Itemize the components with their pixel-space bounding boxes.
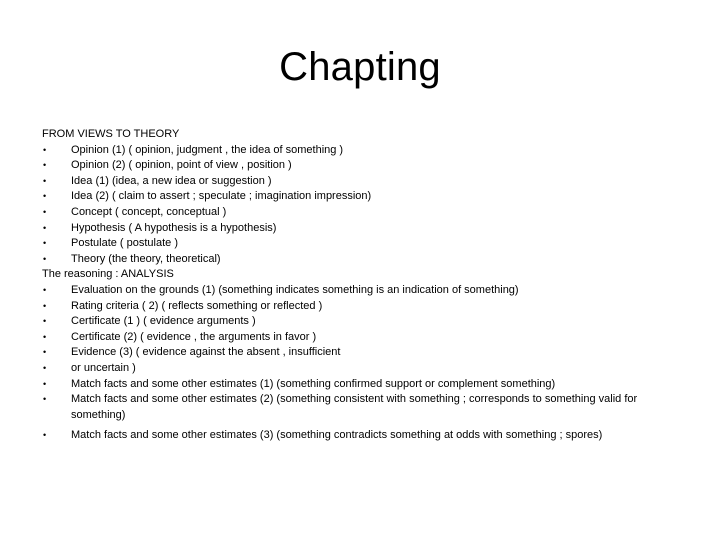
bullet-icon: •	[43, 362, 47, 373]
list-item-text: Opinion (1) ( opinion, judgment , the idea of something )	[71, 143, 344, 156]
list-item-text: Theory (the theory, theoretical)	[71, 252, 221, 265]
bullet-icon: •	[43, 284, 47, 295]
bullet-icon: •	[43, 175, 47, 186]
list-item	[42, 205, 682, 221]
list-item-text: Certificate (2) ( evidence , the arguments in favor )	[71, 330, 317, 343]
bullet-icon: •	[43, 331, 47, 342]
section-heading-analysis: The reasoning : ANALYSIS	[42, 268, 174, 281]
list-item	[42, 377, 682, 393]
list-item	[42, 236, 682, 252]
bullet-icon: •	[43, 378, 47, 389]
list-item	[42, 428, 682, 444]
list-item	[42, 221, 682, 237]
slide-body	[42, 127, 682, 444]
list-item	[42, 174, 682, 190]
list-item	[42, 283, 682, 299]
list-item	[42, 345, 682, 361]
list-item-text: Hypothesis ( A hypothesis is a hypothesis)	[71, 221, 277, 234]
list-item-text: Concept ( concept, conceptual )	[71, 205, 227, 218]
list-item	[42, 158, 682, 174]
bullet-icon: •	[43, 206, 47, 217]
list-item	[42, 330, 682, 346]
list-item	[42, 252, 682, 268]
list-item-text: Match facts and some other estimates (3) (something contradicts something at odds with something ; spores)	[71, 429, 603, 442]
bullet-icon: •	[43, 160, 47, 171]
list-item-text: Idea (2) ( claim to assert ; speculate ; imagination impression)	[71, 190, 372, 203]
bullet-icon: •	[43, 316, 47, 327]
list-item-text: Match facts and some other estimates (1) (something confirmed support or complement something)	[71, 377, 556, 390]
list-item-text: Postulate ( postulate )	[71, 237, 179, 250]
bullet-icon: •	[43, 300, 47, 311]
bullet-icon: •	[43, 430, 47, 441]
list-item	[42, 299, 682, 315]
bullet-icon: •	[43, 191, 47, 202]
list-item	[42, 392, 682, 423]
list-item-text: Idea (1) (idea, a new idea or suggestion )	[71, 174, 272, 187]
section-heading-views-to-theory: FROM VIEWS TO THEORY	[42, 128, 180, 140]
bullet-icon: •	[43, 394, 47, 405]
bullet-icon: •	[43, 347, 47, 358]
bullet-icon: •	[43, 222, 47, 233]
list-item	[42, 361, 682, 377]
bullet-icon: •	[43, 253, 47, 264]
list-item	[42, 143, 682, 159]
list-item-text: Match facts and some other estimates (2) (something consistent with something ; corresponds to something valid for something)	[71, 393, 638, 421]
list-item	[42, 189, 682, 205]
slide-title: Chapting	[279, 45, 441, 89]
list-item-text: Evaluation on the grounds (1) (something indicates something is an indication of something)	[71, 283, 519, 296]
list-item	[42, 314, 682, 330]
list-item-text: Evidence (3) ( evidence against the absent , insufficient	[71, 346, 341, 359]
list-item-text: or uncertain )	[71, 361, 136, 374]
list-item-text: Rating criteria ( 2) ( reflects something or reflected )	[71, 299, 323, 312]
list-item-text: Opinion (2) ( opinion, point of view , position )	[71, 159, 292, 172]
bullet-icon: •	[43, 144, 47, 155]
list-item-text: Certificate (1 ) ( evidence arguments )	[71, 315, 256, 328]
bullet-icon: •	[43, 238, 47, 249]
